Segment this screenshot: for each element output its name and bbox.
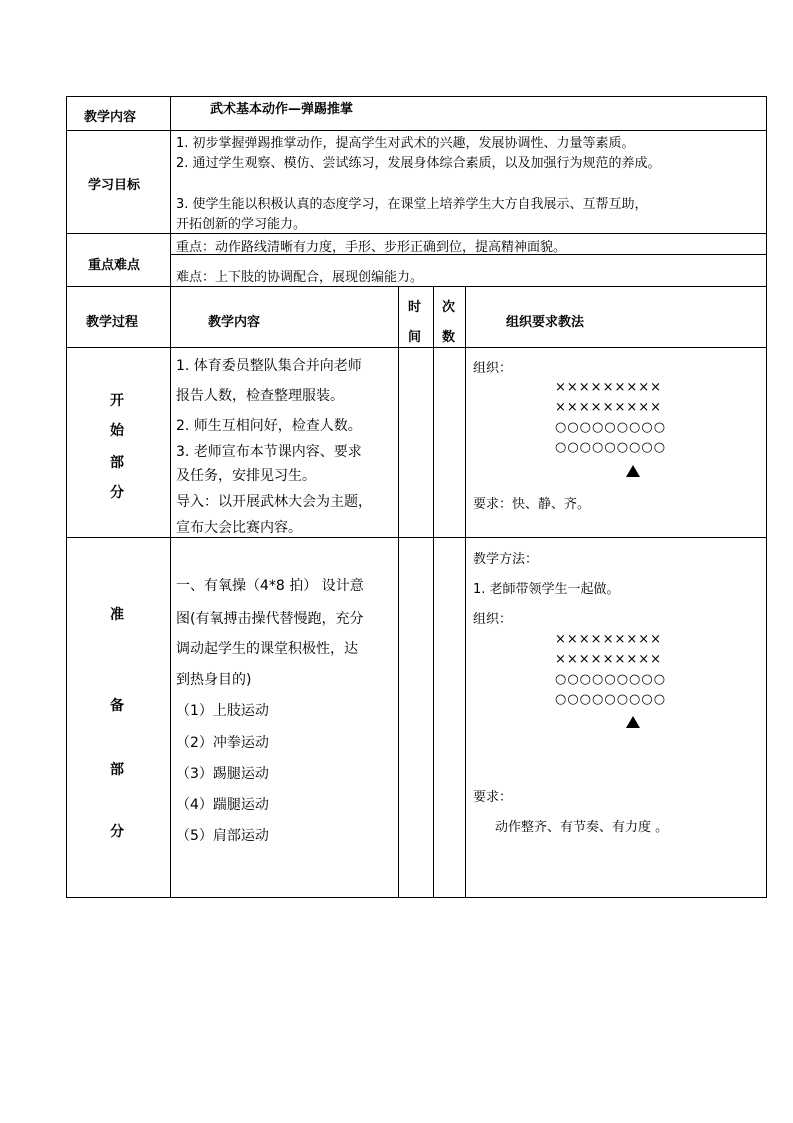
prep-requirement-label: 要求：: [473, 790, 513, 805]
opening-content-line: 2. 师生互相问好，检查人数。: [176, 418, 362, 434]
opening-content-line: 3. 老师宣布本节课内容、要求: [176, 444, 362, 460]
row-divider: [66, 347, 767, 348]
student-row-cross: ×××××××××: [555, 632, 663, 647]
opening-label-char: 开: [110, 393, 124, 409]
key-point: 重点：动作路线清晰有力度，手形、步形正确到位，提高精神面貌。: [176, 240, 567, 255]
opening-requirement: 要求：快、静、齐。: [473, 497, 591, 512]
student-row-circle: ○○○○○○○○○: [555, 672, 667, 687]
row-divider: [66, 130, 767, 131]
student-row-cross: ×××××××××: [555, 652, 663, 667]
prep-label-char: 分: [110, 824, 124, 840]
table-border-left: [66, 96, 67, 898]
opening-content-line: 导入：以开展武林大会为主题，: [176, 494, 372, 510]
column-divider: [465, 286, 466, 898]
prep-content-line: （5）肩部运动: [176, 828, 269, 844]
opening-content-line: 宣布大会比赛内容。: [176, 520, 302, 536]
teacher-triangle-icon: [626, 465, 640, 477]
prep-method-item: 1. 老師带领学生一起做。: [473, 582, 620, 597]
student-row-circle: ○○○○○○○○○: [555, 692, 667, 707]
student-row-circle: ○○○○○○○○○: [555, 440, 667, 455]
prep-requirement-text: 动作整齐、有节奏、有力度 。: [495, 820, 669, 835]
prep-content-line: 到热身目的): [176, 672, 252, 688]
student-row-cross: ×××××××××: [555, 400, 663, 415]
prep-method-label: 教学方法：: [473, 552, 539, 567]
opening-formation: [555, 378, 666, 458]
opening-content-line: 1. 体育委员整队集合并向老师: [176, 358, 362, 374]
row-divider: [66, 233, 767, 234]
time-header-1: 时: [408, 300, 422, 315]
student-row-cross: ×××××××××: [555, 380, 663, 395]
table-border-right: [766, 96, 767, 898]
method-header: 组织要求教法: [506, 315, 585, 330]
key-points-label: 重点难点: [88, 258, 141, 273]
prep-content-line: 调动起学生的课堂积极性，达: [176, 641, 358, 657]
teacher-triangle-icon: [626, 716, 640, 728]
column-divider: [170, 96, 171, 898]
content-title: 武术基本动作—弹踢推掌: [210, 102, 354, 117]
table-border-top: [66, 96, 767, 97]
column-divider: [398, 286, 399, 898]
opening-label-char: 分: [110, 485, 124, 501]
opening-label-char: 始: [110, 423, 124, 439]
opening-org-label: 组织：: [473, 361, 513, 376]
prep-content-line: 图(有氧搏击操代替慢跑，充分: [176, 611, 364, 627]
objective-item: 1. 初步掌握弹踢推掌动作，提高学生对武术的兴趣，发展协调性、力量等素质。: [176, 136, 635, 151]
opening-content-line: 及任务，安排见习生。: [176, 468, 316, 484]
content-label: 教学内容: [84, 110, 137, 125]
objective-item: 开拓创新的学习能力。: [176, 217, 307, 232]
prep-content-line: 一、有氧操（4*8 拍） 设计意: [176, 578, 364, 594]
count-header-2: 数: [442, 330, 456, 345]
opening-label-char: 部: [110, 455, 124, 471]
prep-org-label: 组织：: [473, 612, 513, 627]
table-border-bottom: [66, 897, 767, 898]
prep-content-line: （4）踹腿运动: [176, 797, 269, 813]
opening-content-line: 报告人数，检查整理服装。: [176, 388, 344, 404]
prep-content-line: （1）上肢运动: [176, 703, 269, 719]
difficulty-point: 难点：上下肢的协调配合，展现创编能力。: [176, 270, 424, 285]
column-divider: [433, 286, 434, 898]
prep-formation: [555, 630, 666, 710]
process-header: 教学过程: [86, 315, 139, 330]
prep-label-char: 准: [110, 607, 124, 623]
count-header-1: 次: [442, 300, 456, 315]
objective-item: 3. 使学生能以积极认真的态度学习，在课堂上培养学生大方自我展示、互帮互助，: [176, 197, 648, 212]
row-divider: [66, 286, 767, 287]
objectives-label: 学习目标: [88, 178, 141, 193]
student-row-circle: ○○○○○○○○○: [555, 420, 667, 435]
content-header: 教学内容: [208, 315, 261, 330]
row-divider: [66, 537, 767, 538]
objective-item: 2. 通过学生观察、模仿、尝试练习，发展身体综合素质，以及加强行为规范的养成。: [176, 156, 661, 171]
prep-content-line: （3）踢腿运动: [176, 766, 269, 782]
time-header-2: 间: [408, 330, 422, 345]
prep-label-char: 备: [110, 698, 124, 714]
prep-content-line: （2）冲拳运动: [176, 735, 269, 751]
prep-label-char: 部: [110, 762, 124, 778]
